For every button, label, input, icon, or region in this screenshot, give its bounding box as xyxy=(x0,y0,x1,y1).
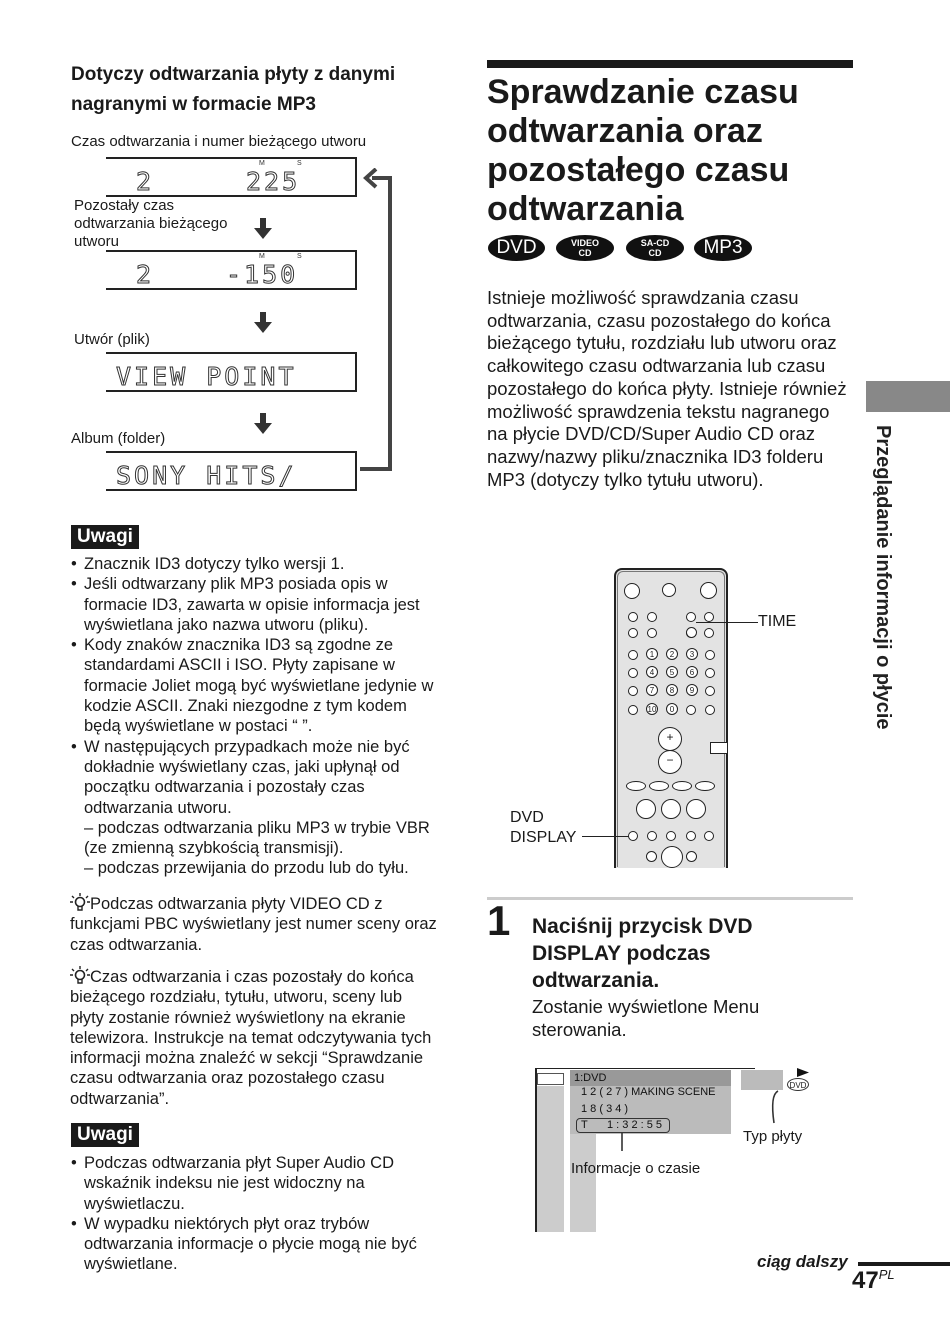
number-button: 2 xyxy=(666,648,678,660)
mp3-badge: MP3 xyxy=(694,235,752,261)
number-button: 6 xyxy=(686,666,698,678)
left-arrow-button xyxy=(646,851,657,862)
lcd-display-track-name: VIEW POINT xyxy=(106,352,357,392)
number-button: 5 xyxy=(666,666,678,678)
tip-1: Podczas odtwarzania płyty VIDEO CD z funkcjami PBC wyświetlany jest numer sceny oraz czas odtwarzania. xyxy=(70,895,437,954)
label-time: TIME xyxy=(758,613,797,630)
remote-side-switch xyxy=(710,742,728,754)
transport-button xyxy=(626,781,646,791)
play-indicator-icon xyxy=(797,1068,809,1077)
play-button xyxy=(636,799,656,819)
tip-2: Czas odtwarzania i czas pozostały do końca bieżącego rozdziału, tytułu, utworu, sceny lub płyty zostanie również wyświetlony na ekranie telewizora. Instrukcje na temat odczytywania tych informacji można znaleźć w sekcji “Sprawdzanie czasu odtwarzania oraz pozostałego czasu odtwarzania”. xyxy=(70,968,432,1108)
continued-label: ciąg dalszy xyxy=(757,1252,848,1271)
lcd-time: -150 xyxy=(226,260,299,289)
list-item: • Znacznik ID3 dotyczy tylko wersji 1. xyxy=(71,554,441,574)
remote-button xyxy=(628,831,638,841)
remote-button xyxy=(704,628,714,638)
remote-button xyxy=(705,705,715,715)
dvd-badge: DVD xyxy=(488,235,545,261)
number-button: 8 xyxy=(666,684,678,696)
time-leader xyxy=(696,622,758,623)
transport-button xyxy=(672,781,692,791)
lcd-track: 2 xyxy=(136,167,155,196)
number-button: 3 xyxy=(686,648,698,660)
list-item: • W następujących przypadkach może nie być dokładnie wyświetlany czas, jaki upłynął od początku odtwarzania i pozostały czas odtwarzania utworu. xyxy=(71,737,441,818)
remote-button xyxy=(686,705,696,715)
step-title: Naciśnij przycisk DVD DISPLAY podczas odtwarzania. xyxy=(532,915,753,992)
lightbulb-icon xyxy=(70,966,90,984)
lcd-time: 225 xyxy=(246,167,301,196)
sa-cd-badge: SA-CD CD xyxy=(626,235,684,261)
step-number: 1 xyxy=(487,897,511,944)
remote-button xyxy=(705,686,715,696)
remote-button xyxy=(704,612,714,622)
remote-button xyxy=(705,650,715,660)
osd-top-edge xyxy=(535,1068,755,1069)
list-item: • Podczas odtwarzania płyt Super Audio CD wskaźnik indeksu nie jest widoczny na wyświetlaczu. xyxy=(71,1153,441,1214)
arrow-down-icon xyxy=(253,413,273,435)
number-button: 0 xyxy=(666,703,678,715)
remote-button xyxy=(662,583,676,597)
list-item: – podczas przewijania do przodu lub do tyłu. xyxy=(84,859,409,878)
enter-button xyxy=(661,846,683,868)
notes-title: Uwagi xyxy=(71,525,139,549)
osd-panel-lower xyxy=(570,1134,596,1232)
remote-button xyxy=(705,668,715,678)
right-arrow-button xyxy=(686,851,697,862)
notes-title: Uwagi xyxy=(71,1123,139,1147)
display-caption: Czas odtwarzania i numer bieżącego utworu xyxy=(71,133,367,150)
list-item: • Jeśli odtwarzany plik MP3 posiada opis w formacie ID3, zawarta w opisie informacja jest wyświetlana jako nazwa utworu (pliku). xyxy=(71,574,441,635)
label-track: Utwór (plik) xyxy=(74,331,150,348)
remote-button xyxy=(624,583,640,599)
title-rule xyxy=(487,60,853,68)
osd-disc: 1:DVD xyxy=(574,1072,607,1084)
intro-text: Istnieje możliwość sprawdzania czasu odtwarzania, czasu pozostałego do końca bieżącego tytułu, rozdziału lub utworu oraz całkowitego czasu odtwarzania lub czasu pozostałego do końca płyty. Istnieje również możliwość sprawdzenia tekstu nagranego na płycie DVD/CD/Super Audio CD oraz nazwy/nazwy pliku/znacznika ID3 folderu MP3 (dotyczy tylko tytułu utworu). xyxy=(487,287,847,490)
volume-down-button: − xyxy=(658,750,682,774)
pause-button xyxy=(661,799,681,819)
osd-title-chapter: 1 2 ( 2 7 ) MAKING SCENE xyxy=(581,1086,716,1098)
lcd-display-album: SONY HITS/ xyxy=(106,451,357,491)
list-item: • W wypadku niektórych płyt oraz trybów odtwarzania informacje o płycie mogą nie być wyświetlane. xyxy=(71,1214,441,1275)
lcd-display-time: M S 2 225 xyxy=(106,157,357,197)
arrow-down-icon xyxy=(253,218,273,240)
volume-up-button: + xyxy=(658,727,682,751)
lightbulb-icon xyxy=(70,893,90,911)
remote-button xyxy=(647,612,657,622)
remote-button xyxy=(686,612,696,622)
remote-button xyxy=(647,628,657,638)
label-remaining: Pozostały czas odtwarzania bieżącego utworu xyxy=(74,197,228,250)
label-time-info: Informacje o czasie xyxy=(571,1160,701,1177)
remote-button xyxy=(686,831,696,841)
page-title: Sprawdzanie czasu odtwarzania oraz pozostałego czasu odtwarzania xyxy=(487,73,799,228)
label-album: Album (folder) xyxy=(71,430,166,447)
side-tab xyxy=(866,381,950,412)
osd-dvd-icon: DVD xyxy=(787,1078,809,1091)
remote-button xyxy=(628,628,638,638)
video-cd-badge: VIDEO CD xyxy=(556,235,614,261)
remote-button xyxy=(704,831,714,841)
display-leader xyxy=(582,836,629,837)
step-rule xyxy=(487,897,853,900)
list-item: – podczas odtwarzania pliku MP3 w trybie VBR (ze zmienną szybkością transmisji). xyxy=(84,818,430,858)
remote-button xyxy=(628,668,638,678)
notes-list xyxy=(71,554,441,879)
label-dvd-display: DVD DISPLAY xyxy=(510,809,577,846)
loop-arrow-icon xyxy=(360,168,400,473)
remote-button xyxy=(647,831,657,841)
label-disc-type: Typ płyty xyxy=(743,1128,803,1145)
remote-button xyxy=(700,582,717,599)
remote-button xyxy=(628,650,638,660)
osd-time: 1 : 3 2 : 5 5 xyxy=(607,1119,663,1131)
transport-button xyxy=(649,781,669,791)
number-button: 1 xyxy=(646,648,658,660)
remote-button xyxy=(628,686,638,696)
number-button: 9 xyxy=(686,684,698,696)
notes-list xyxy=(71,1153,441,1275)
footer-rule xyxy=(858,1262,950,1266)
page-number: $47^{PL}$ xyxy=(852,1267,895,1294)
lcd-track: 2 xyxy=(136,260,155,289)
number-button: 7 xyxy=(646,684,658,696)
lcd-display-remaining: M S 2 -150 xyxy=(106,250,357,290)
transport-button xyxy=(695,781,715,791)
arrow-down-icon xyxy=(253,312,273,334)
side-tab-label: Przeglądanie informacji o płycie xyxy=(872,425,894,730)
osd-time-mode: T xyxy=(581,1119,588,1131)
remote-button xyxy=(628,612,638,622)
osd-chapter: 1 8 ( 3 4 ) xyxy=(581,1103,629,1115)
number-button: 10 xyxy=(647,705,657,714)
osd-left-bar xyxy=(537,1086,564,1232)
step-text: Zostanie wyświetlone Menu sterowania. xyxy=(532,996,760,1040)
mp3-heading: Dotyczy odtwarzania płyty z danymi nagranymi w formacie MP3 xyxy=(71,64,396,115)
list-item: • Kody znaków znacznika ID3 są zgodne ze standardami ASCII i ISO. Płyty zapisane w formacie Joliet mogą być wyświetlane jedynie w kodzie ASCII. Znaki niezgodne z tym kodem będą wyświetlane w postaci “ ”. xyxy=(71,635,441,736)
stop-button xyxy=(686,799,706,819)
osd-thumb xyxy=(537,1073,564,1085)
remote-button xyxy=(666,831,676,841)
time-button xyxy=(686,627,697,638)
remote-button xyxy=(628,705,638,715)
number-button: 4 xyxy=(646,666,658,678)
